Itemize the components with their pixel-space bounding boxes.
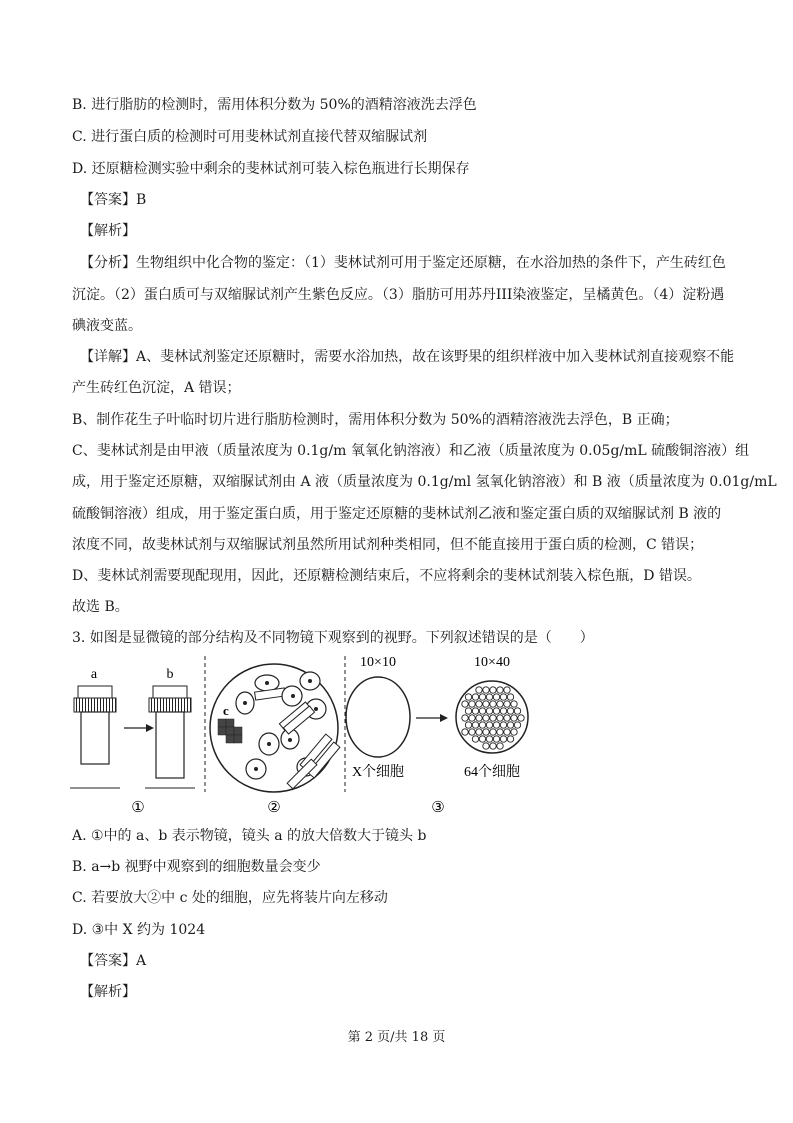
cell <box>479 708 485 714</box>
cell <box>479 736 485 742</box>
cell <box>462 715 468 721</box>
option-b-text: B. 进行脂肪的检测时，需用体积分数为 50%的酒精溶液洗去浮色 <box>72 97 477 113</box>
detail-paragraph: 浓度不同，故斐林试剂与双缩脲试剂虽然所用试剂种类相同，但不能直接用于蛋白质的检测，C 错误； <box>72 537 704 553</box>
option-b: B. a→b 视野中观察到的细胞数量会变少 <box>72 859 321 875</box>
cell <box>472 722 478 728</box>
panel-number-2: ② <box>267 798 281 816</box>
cell <box>462 701 468 707</box>
cell-count-x: X个细胞 <box>351 765 405 780</box>
option-a: A. ①中的 a、b 表示物镜，镜头 a 的放大倍数大于镜头 b <box>72 828 427 844</box>
cell <box>479 694 485 700</box>
cell <box>490 701 496 707</box>
cell <box>518 715 524 721</box>
cell <box>465 694 471 700</box>
answer-line: 【答案】B <box>80 192 147 208</box>
cell <box>511 701 517 707</box>
label-c: c <box>223 703 229 718</box>
cell <box>500 722 506 728</box>
cell <box>476 701 482 707</box>
cell <box>497 701 503 707</box>
cell <box>476 729 482 735</box>
answer-line: 【答案】A <box>80 953 147 969</box>
cell <box>490 729 496 735</box>
cell <box>497 729 503 735</box>
cell <box>493 708 499 714</box>
objective-lens-a <box>74 667 116 764</box>
cell <box>507 708 513 714</box>
cell <box>497 687 503 693</box>
cell <box>465 722 471 728</box>
cell-count-64: 64个细胞 <box>464 765 520 780</box>
cell <box>483 701 489 707</box>
panel-number-1: ① <box>131 798 145 816</box>
cell <box>483 743 489 749</box>
cell <box>486 736 492 742</box>
cell <box>504 729 510 735</box>
detail-paragraph: 成，用于鉴定还原糖，双缩脲试剂由 A 液（质量浓度为 0.1g/ml 氢氧化钠溶液）和 B 液（质量浓度为 0.01g/mL <box>72 474 777 490</box>
field-of-view-2 <box>210 664 340 792</box>
cell <box>514 722 520 728</box>
analysis-paragraph: 【分析】生物组织中化合物的鉴定：（1）斐林试剂可用于鉴定还原糖，在水浴加热的条件下，产生砖红色 <box>80 255 726 271</box>
cell <box>511 715 517 721</box>
cell <box>507 694 513 700</box>
cell <box>514 708 520 714</box>
objective-lens-b <box>149 667 191 778</box>
conclusion-line: 故选 B。 <box>72 599 129 615</box>
cell <box>483 729 489 735</box>
cell <box>476 687 482 693</box>
high-magnification-view <box>456 655 528 780</box>
cell <box>490 715 496 721</box>
option-c-text: C. 进行蛋白质的检测时可用斐林试剂直接代替双缩脲试剂 <box>72 129 428 145</box>
cell <box>493 694 499 700</box>
cell <box>490 743 496 749</box>
cell <box>483 715 489 721</box>
cell <box>497 743 503 749</box>
cell <box>486 722 492 728</box>
option-d: D. ③中 X 约为 1024 <box>72 922 206 938</box>
arrow-icon <box>416 714 448 722</box>
magnification-low: 10×10 <box>360 655 396 670</box>
question-3-stem: 3. 如图是显微镜的部分结构及不同物镜下观察到的视野。下列叙述错误的是（ ） <box>72 630 594 646</box>
detail-paragraph: 硫酸铜溶液）组成，用于鉴定蛋白质，用于鉴定还原糖的斐林试剂乙液和鉴定蛋白质的双缩脲试剂 B 液的 <box>72 506 722 522</box>
cell <box>469 715 475 721</box>
cell <box>504 687 510 693</box>
cell <box>507 736 513 742</box>
cell <box>479 722 485 728</box>
low-magnification-view <box>346 655 410 780</box>
cell <box>472 708 478 714</box>
panel-number-3: ③ <box>431 798 445 816</box>
cell <box>504 701 510 707</box>
page-footer: 第 2 页/共 18 页 <box>347 1030 446 1045</box>
option-c: C. 若要放大②中 c 处的细胞，应先将装片向左移动 <box>72 890 388 906</box>
cell <box>486 708 492 714</box>
label-b: b <box>166 667 174 682</box>
cell <box>493 722 499 728</box>
analysis-heading: 【解析】 <box>80 223 136 239</box>
analysis-paragraph: 沉淀。（2）蛋白质可与双缩脲试剂产生紫色反应。（3）脂肪可用苏丹III染液鉴定，呈橘黄色。（4）淀粉遇 <box>72 287 725 303</box>
microscope-figure <box>60 652 620 822</box>
detail-paragraph: 产生砖红色沉淀，A 错误； <box>72 380 241 396</box>
option-d-text: D. 还原糖检测实验中剩余的斐林试剂可装入棕色瓶进行长期保存 <box>72 161 470 177</box>
detail-paragraph: D、斐林试剂需要现配现用，因此，还原糖检测结束后，不应将剩余的斐林试剂装入棕色瓶，D 错误。 <box>72 568 701 584</box>
cell <box>483 687 489 693</box>
cell <box>504 715 510 721</box>
cell <box>462 729 468 735</box>
detail-paragraph: C、斐林试剂是由甲液（质量浓度为 0.1g/m 氧氧化钠溶液）和乙液（质量浓度为 0.05g/mL 硫酸铜溶液）组 <box>72 443 750 459</box>
label-a: a <box>90 667 98 682</box>
cell <box>465 708 471 714</box>
cell <box>500 736 506 742</box>
cell <box>472 694 478 700</box>
analysis-heading: 【解析】 <box>80 984 136 1000</box>
cell <box>497 715 503 721</box>
cell <box>476 715 482 721</box>
detail-paragraph: 【详解】A、斐林试剂鉴定还原糖时，需要水浴加热，故在该野果的组织样液中加入斐林试剂直接观察不能 <box>80 349 735 365</box>
cell <box>490 687 496 693</box>
cell <box>493 736 499 742</box>
analysis-paragraph: 碘液变蓝。 <box>72 318 142 334</box>
magnification-high: 10×40 <box>474 655 510 670</box>
cell <box>507 722 513 728</box>
cell <box>500 694 506 700</box>
cell <box>500 708 506 714</box>
cell <box>486 694 492 700</box>
cell <box>469 701 475 707</box>
cell <box>511 729 517 735</box>
detail-paragraph: B、制作花生子叶临时切片进行脂肪检测时，需用体积分数为 50%的酒精溶液洗去浮色，B 正确； <box>72 412 679 428</box>
cell <box>472 736 478 742</box>
cell <box>469 729 475 735</box>
arrow-icon <box>124 724 154 732</box>
